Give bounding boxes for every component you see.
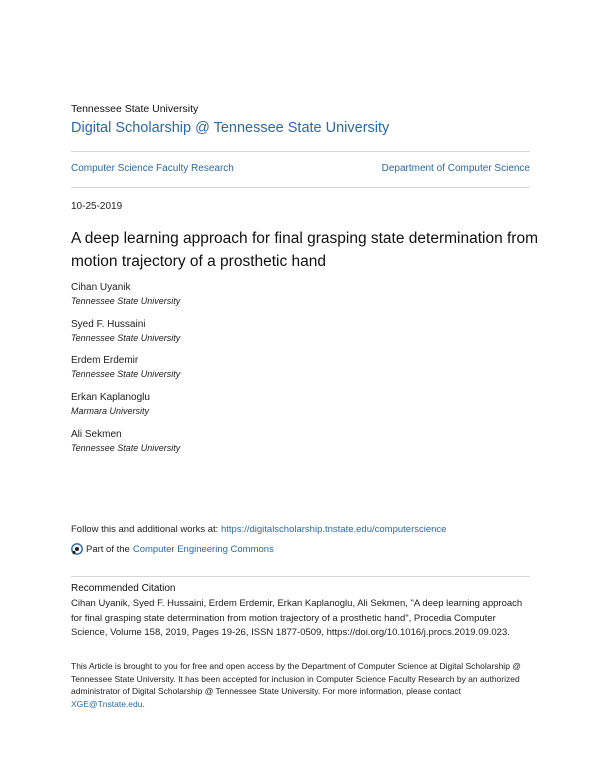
follow-link[interactable]: https://digitalscholarship.tnstate.edu/computerscience <box>220 524 447 535</box>
part-of-line <box>71 543 274 555</box>
follow-line <box>71 524 446 535</box>
repository-link[interactable]: Digital Scholarship @ Tennessee State University <box>71 120 390 136</box>
author-affiliation: Tennessee State University <box>71 333 181 343</box>
access-note-text: This Article is brought to you for free and open access by the Department of Computer Science at Digital Scholarship @ Tennessee State University. It has been accepted for inclusion in Computer Science Faculty Research by an authorized administrator of Digital Scholarship @ Tennessee State University. For more information, please contact <box>71 661 521 696</box>
author-affiliation: Tennessee State University <box>71 369 181 379</box>
article-title: A deep learning approach for final grasping state determination from motion trajectory of a prosthetic hand <box>71 230 539 270</box>
commons-link[interactable]: Computer Engineering Commons <box>132 543 274 555</box>
author-name: Erkan Kaplanoglu <box>71 392 150 403</box>
part-of-prefix: Part of the <box>86 543 130 555</box>
divider-citation <box>71 576 530 577</box>
commons-network-icon <box>71 543 83 555</box>
department-link[interactable]: Department of Computer Science <box>381 163 530 174</box>
author-name: Erdem Erdemir <box>71 355 139 366</box>
author-affiliation: Tennessee State University <box>71 296 181 306</box>
author-affiliation: Marmara University <box>71 406 150 416</box>
contact-email-link[interactable]: XGE@Tnstate.edu <box>71 698 143 709</box>
citation-heading: Recommended Citation <box>71 583 176 594</box>
institution-name: Tennessee State University <box>71 103 199 115</box>
publication-date: 10-25-2019 <box>71 201 123 212</box>
follow-prefix: Follow this and additional works at: <box>71 524 221 535</box>
access-note-suffix: . <box>142 698 145 709</box>
divider-collections <box>71 187 530 188</box>
author-name: Ali Sekmen <box>71 429 122 440</box>
author-affiliation: Tennessee State University <box>71 443 181 453</box>
citation-text: Cihan Uyanik, Syed F. Hussaini, Erdem Erdemir, Erkan Kaplanoglu, Ali Sekmen, "A deep learning approach for final grasping state determination from motion trajectory of a prosthetic hand", Procedia Computer Science, Volume 158, 2019, Pages 19-26, ISSN 1877-0509, https://doi.org/10.1016/j.procs.2019.09.023. <box>71 598 523 638</box>
collection-link[interactable]: Computer Science Faculty Research <box>71 163 234 174</box>
access-note <box>71 660 533 710</box>
author-name: Syed F. Hussaini <box>71 319 146 330</box>
divider-top <box>71 151 530 152</box>
author-name: Cihan Uyanik <box>71 282 131 293</box>
